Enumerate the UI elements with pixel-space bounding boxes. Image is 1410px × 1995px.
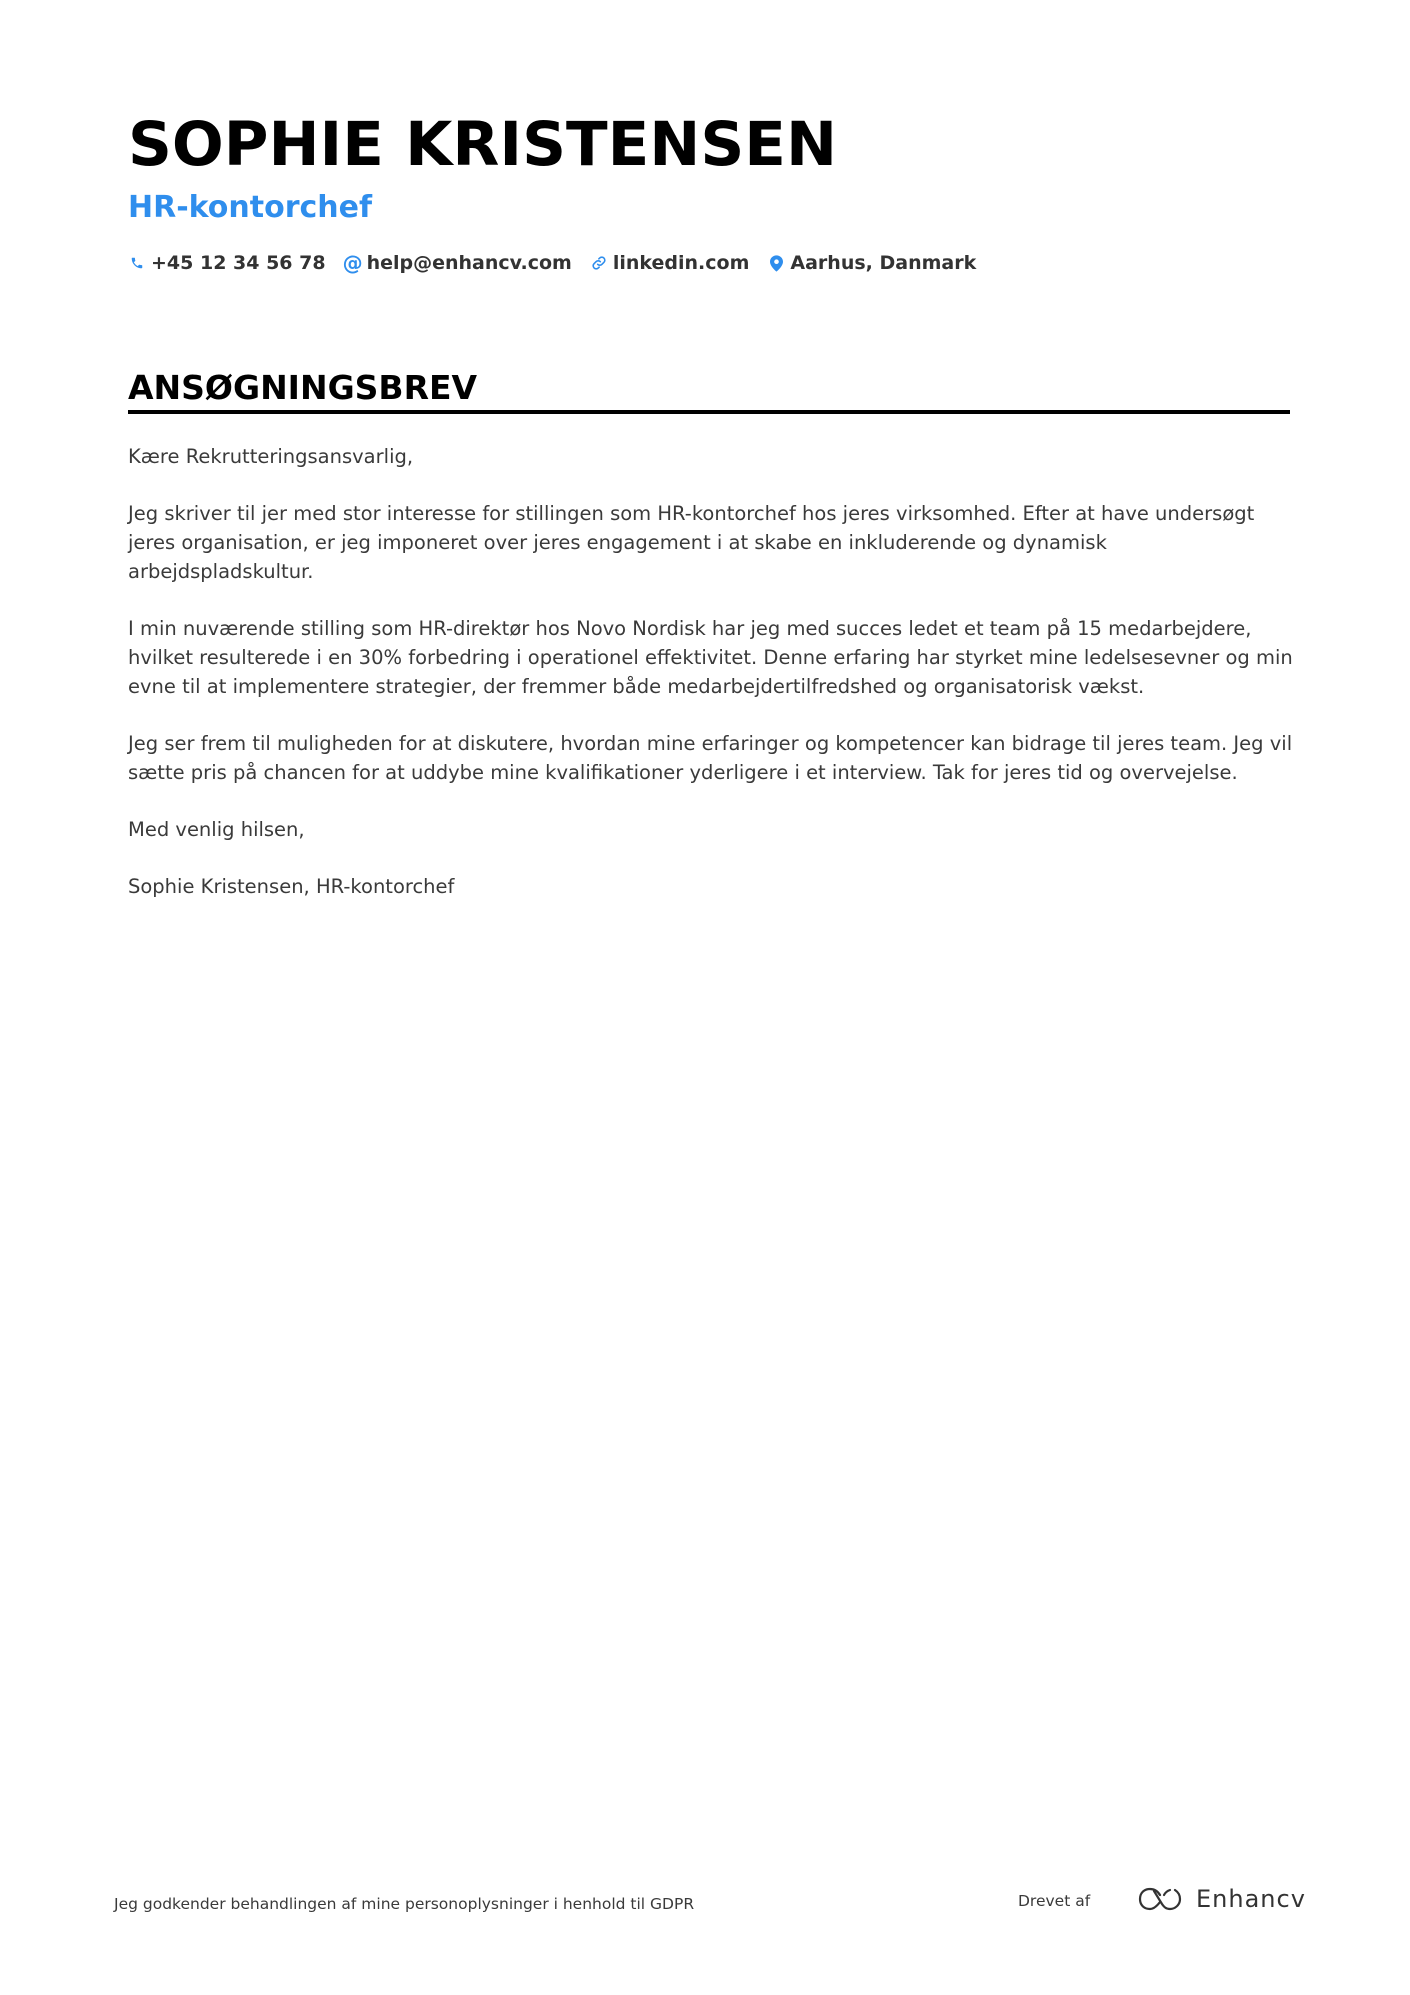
section-divider: [128, 410, 1290, 414]
contact-phone[interactable]: [128, 252, 326, 274]
contact-location-text: Aarhus, Danmark: [790, 252, 977, 274]
letter-greeting: Kære Rekrutteringsansvarlig,: [128, 445, 414, 468]
letter-signature: Sophie Kristensen, HR-kontorchef: [128, 875, 455, 898]
location-pin-icon: [767, 253, 785, 273]
enhancv-logo-icon: [1138, 1886, 1186, 1912]
candidate-name: SOPHIE KRISTENSEN: [128, 109, 838, 180]
phone-icon: [128, 253, 146, 273]
contact-linkedin[interactable]: [590, 252, 750, 274]
gdpr-consent-text: Jeg godkender behandlingen af mine personoplysninger i henhold til GDPR: [114, 1895, 695, 1913]
letter-body: [128, 442, 1298, 929]
enhancv-logo[interactable]: [1138, 1885, 1306, 1913]
contact-email[interactable]: [344, 252, 572, 274]
contact-email-text: help@enhancv.com: [366, 252, 572, 274]
contact-bar: [128, 252, 994, 274]
powered-by-text: Drevet af: [1018, 1892, 1091, 1910]
contact-phone-text: +45 12 34 56 78: [151, 252, 326, 274]
letter-paragraph: Jeg skriver til jer med stor interesse for stillingen som HR-kontorchef hos jeres virksomhed. Efter at have undersøgt jeres organisation, er jeg imponeret over jeres engagement i at skabe en inkluderende og dynamisk arbejdspladskultur.: [128, 502, 1255, 583]
at-icon: @: [342, 251, 363, 275]
contact-location: [767, 252, 976, 274]
enhancv-brand-text: Enhancv: [1196, 1885, 1306, 1913]
letter-closing: Med venlig hilsen,: [128, 818, 305, 841]
contact-linkedin-text: linkedin.com: [612, 252, 750, 274]
letter-paragraph: I min nuværende stilling som HR-direktør hos Novo Nordisk har jeg med succes ledet et team på 15 medarbejdere, hvilket resulterede i en 30% forbedring i operationel effektivitet. Denne erfaring har styrket mine ledelsesevner og min evne til at implementere strategier, der fremmer både medarbejdertilfredshed og organisatorisk vækst.: [128, 617, 1293, 698]
letter-paragraph: Jeg ser frem til muligheden for at diskutere, hvordan mine erfaringer og kompetencer kan bidrage til jeres team. Jeg vil sætte pris på chancen for at uddybe mine kvalifikationer yderligere i et interview. Tak for jeres tid og overvejelse.: [128, 732, 1293, 784]
candidate-title: HR-kontorchef: [128, 190, 373, 225]
section-heading: ANSØGNINGSBREV: [128, 368, 478, 407]
link-icon: [590, 253, 608, 273]
